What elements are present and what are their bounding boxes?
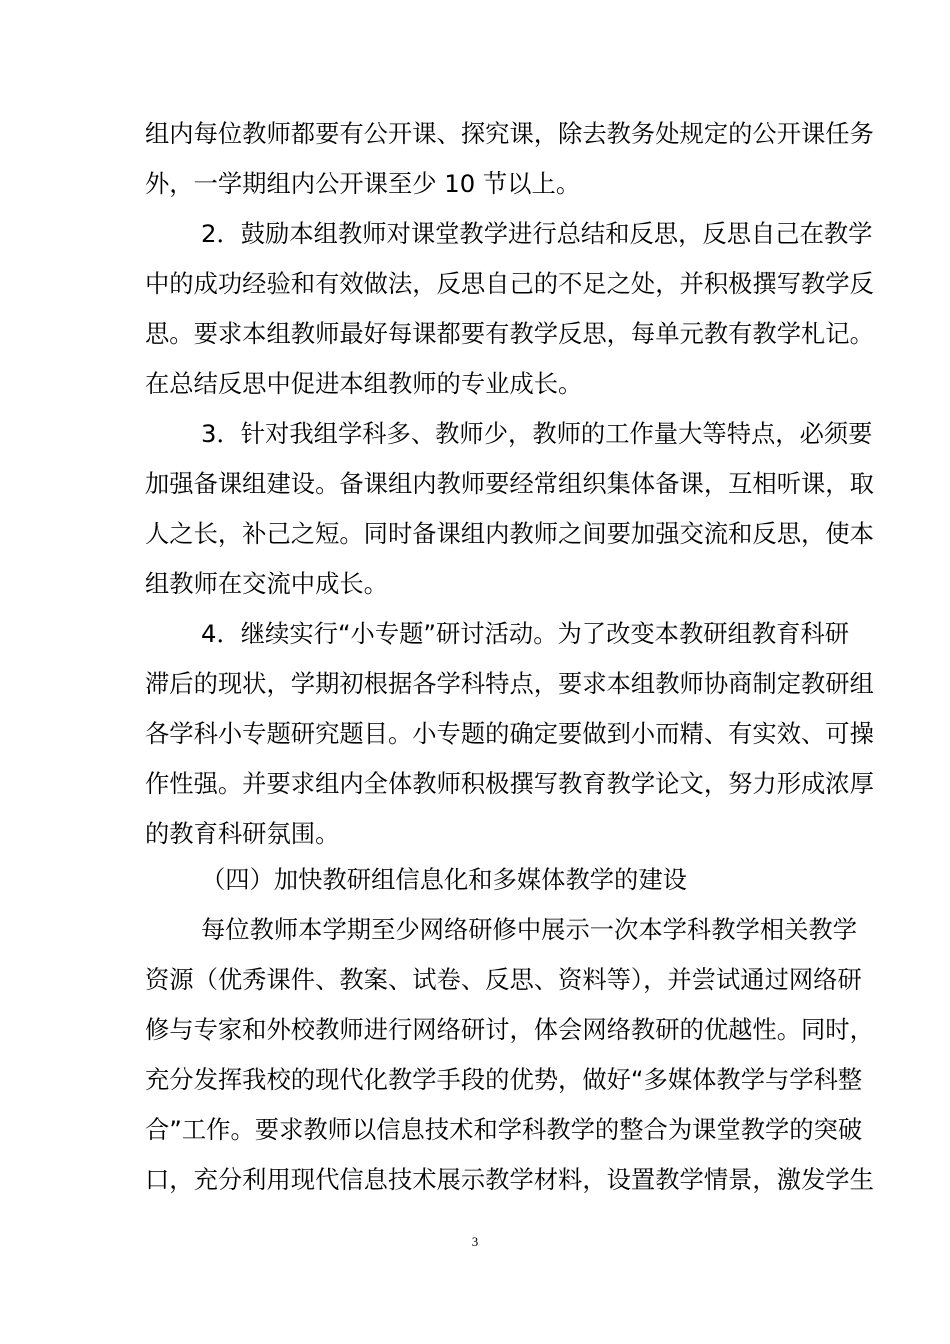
text-line: 加强备课组建设。备课组内教师要经常组织集体备课，互相听课，取 — [145, 469, 874, 498]
text-line: 在总结反思中促进本组教师的专业成长。 — [145, 369, 583, 398]
text-line: 作性强。并要求组内全体教师积极撰写教育教学论文，努力形成浓厚 — [145, 769, 874, 798]
text-line: 合”工作。要求教师以信息技术和学科教学的整合为课堂教学的突破 — [145, 1115, 863, 1144]
text-line: 资源（优秀课件、教案、试卷、反思、资料等），并尝试通过网络研 — [145, 965, 862, 994]
text-line: 人之长，补己之短。同时备课组内教师之间要加强交流和反思，使本 — [145, 519, 874, 548]
text-line: 组教师在交流中成长。 — [145, 569, 388, 598]
page-number: 3 — [471, 1234, 479, 1249]
paragraph-line: 3．针对我组学科多、教师少，教师的工作量大等特点，必须要 — [201, 419, 873, 448]
text-line: 修与专家和外校教师进行网络研讨，体会网络教研的优越性。同时， — [145, 1015, 874, 1044]
text-line: 口，充分利用现代信息技术展示教学材料，设置教学情景，激发学生 — [145, 1165, 874, 1194]
text-line: 各学科小专题研究题目。小专题的确定要做到小而精、有实效、可操 — [145, 719, 874, 748]
section-heading: （四）加快教研组信息化和多媒体教学的建设 — [201, 865, 687, 894]
paragraph-line: 4．继续实行“小专题”研讨活动。为了改变本教研组教育科研 — [201, 619, 850, 648]
text-line: 组内每位教师都要有公开课、探究课，除去教务处规定的公开课任务 — [145, 119, 874, 148]
text-line: 思。要求本组教师最好每课都要有教学反思，每单元教有教学札记。 — [145, 319, 874, 348]
text-line: 外，一学期组内公开课至少 10 节以上。 — [145, 169, 581, 198]
text-line: 的教育科研氛围。 — [145, 819, 340, 848]
text-line: 中的成功经验和有效做法，反思自己的不足之处，并积极撰写教学反 — [145, 269, 874, 298]
text-line: 充分发挥我校的现代化教学手段的优势，做好“多媒体教学与学科整 — [145, 1065, 863, 1094]
paragraph-line: 每位教师本学期至少网络研修中展示一次本学科教学相关教学 — [201, 915, 858, 944]
paragraph-line: 2．鼓励本组教师对课堂教学进行总结和反思，反思自己在教学 — [201, 219, 873, 248]
text-line: 滞后的现状，学期初根据各学科特点，要求本组教师协商制定教研组 — [145, 669, 874, 698]
